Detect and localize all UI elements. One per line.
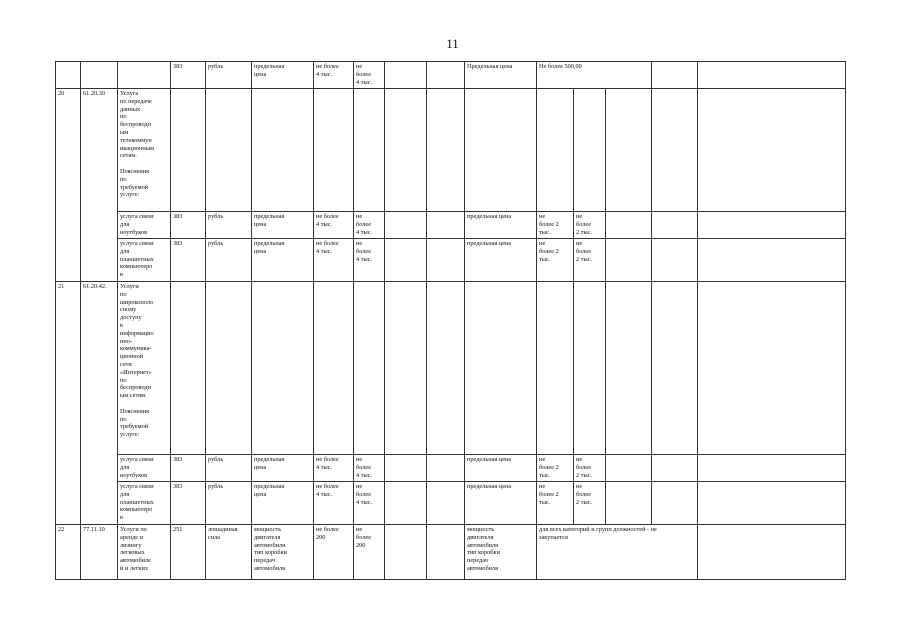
value-cell: не более 4 тыс.	[314, 482, 354, 525]
requirements-table	[55, 61, 846, 580]
service-name: услуга связи для ноутбуков	[118, 455, 171, 482]
value-cell: не более 2 тыс.	[537, 212, 574, 239]
value-cell: не более 4 тыс.	[354, 482, 385, 525]
okpd-code: 61.20.42.	[81, 282, 118, 525]
table-row	[56, 239, 846, 282]
service-name: Услуги по широкополо сному доступу к информацио нно- коммуника- ционной сети «Интернет» по беспроводн ым сетям. Пояснения по требуемой услуге:	[118, 282, 171, 455]
characteristic-cell: Предельная цена	[465, 62, 537, 89]
unit-cell: рубль	[206, 212, 252, 239]
value-cell: не более 4 тыс.	[354, 239, 385, 282]
table-row	[56, 89, 846, 212]
okei-cell: 383	[171, 239, 206, 282]
okpd-code: 61.20.30	[81, 89, 118, 282]
value-cell: не более 4 тыс.	[314, 239, 354, 282]
characteristic-cell: предельная цена	[252, 239, 314, 282]
unit-cell: рубль	[206, 239, 252, 282]
table-row	[56, 482, 846, 525]
table-row	[56, 62, 846, 89]
row-number: 20	[56, 89, 81, 282]
value-cell: для всех категорий и групп должностей - не закупается	[537, 525, 698, 580]
characteristic-cell: предельная цена	[252, 482, 314, 525]
row-number: 21	[56, 282, 81, 525]
value-cell: не более 4 тыс.	[354, 212, 385, 239]
service-name: Услуги по аренде и лизингу легковых автомобиле й и легких	[118, 525, 171, 580]
table-row	[56, 282, 846, 455]
value-cell: не более 4 тыс.	[314, 62, 354, 89]
okei-cell: 251	[171, 525, 206, 580]
page-number: 11	[446, 36, 459, 51]
service-name: услуга связи для ноутбуков	[118, 212, 171, 239]
characteristic-cell: предельная цена	[252, 212, 314, 239]
value-cell: не более 4 тыс.	[314, 212, 354, 239]
okei-cell: 383	[171, 62, 206, 89]
value-cell: не более 4 тыс.	[314, 455, 354, 482]
service-name: Услуга по передаче данных по беспроводн ым телекоммун икационным сетям. Пояснения по требуемой услуге:	[118, 89, 171, 212]
characteristic-cell: предельная цена	[465, 455, 537, 482]
service-name: услуга связи для планшетных компьютеро в	[118, 239, 171, 282]
value-cell: не более 200	[314, 525, 354, 580]
value-cell: не более 2 тыс.	[574, 482, 606, 525]
value-cell: не более 200	[354, 525, 385, 580]
unit-cell: рубль	[206, 62, 252, 89]
value-cell: не более 2 тыс.	[574, 239, 606, 282]
characteristic-cell: предельная цена	[465, 212, 537, 239]
okei-cell: 383	[171, 212, 206, 239]
service-name: услуга связи для планшетных компьютеро в	[118, 482, 171, 525]
characteristic-cell: предельная цена	[465, 239, 537, 282]
unit-cell: лошадиная сила	[206, 525, 252, 580]
characteristic-cell: предельная цена	[465, 482, 537, 525]
unit-cell: рубль	[206, 455, 252, 482]
row-number: 22	[56, 525, 81, 580]
value-cell: не более 2 тыс.	[574, 212, 606, 239]
characteristic-cell: мощность двигателя автомобиля тип коробки передач автомобиля	[465, 525, 537, 580]
value-cell: не более 2 тыс.	[574, 455, 606, 482]
characteristic-cell: предельная цена	[252, 62, 314, 89]
value-cell: не более 2 тыс.	[537, 482, 574, 525]
table-row	[56, 525, 846, 580]
value-cell: не более 2 тыс.	[537, 239, 574, 282]
okpd-code: 77.11.10	[81, 525, 118, 580]
value-cell: не более 2 тыс.	[537, 455, 574, 482]
characteristic-cell: предельная цена	[252, 455, 314, 482]
unit-cell: рубль	[206, 482, 252, 525]
value-cell: не более 4 тыс.	[354, 62, 385, 89]
table-row	[56, 212, 846, 239]
okei-cell: 383	[171, 482, 206, 525]
characteristic-cell: мощность двигателя автомобиля тип коробки передач автомобиля	[252, 525, 314, 580]
value-cell: не более 4 тыс.	[354, 455, 385, 482]
table-row	[56, 455, 846, 482]
okei-cell: 383	[171, 455, 206, 482]
value-cell: Не более 500,00	[537, 62, 652, 89]
